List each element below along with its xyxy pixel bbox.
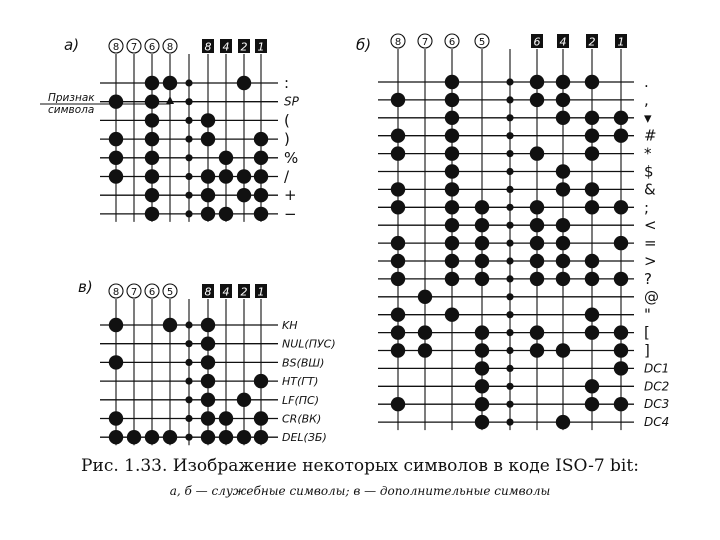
symbol-label: . bbox=[644, 73, 649, 91]
code-hole bbox=[109, 318, 123, 332]
feed-hole bbox=[185, 173, 192, 180]
channel-header-label: 8 bbox=[166, 42, 174, 53]
feed-hole bbox=[185, 378, 192, 385]
feed-hole bbox=[506, 204, 513, 211]
channel-header-label: 2 bbox=[240, 285, 248, 299]
symbol-label: # bbox=[644, 126, 657, 145]
code-hole bbox=[145, 151, 159, 165]
panel-label: а) bbox=[64, 36, 80, 54]
channel-header-label: 2 bbox=[240, 40, 248, 54]
channel-header-label: 1 bbox=[257, 285, 265, 299]
indicator-arrow-icon bbox=[166, 96, 174, 104]
code-hole bbox=[201, 318, 215, 332]
feed-hole bbox=[506, 240, 513, 247]
feed-hole bbox=[506, 168, 513, 175]
code-hole bbox=[585, 379, 599, 393]
code-hole bbox=[530, 254, 544, 268]
code-hole bbox=[391, 182, 405, 196]
symbol-label: LF(ПС) bbox=[282, 393, 319, 407]
feed-hole bbox=[506, 329, 513, 336]
code-hole bbox=[254, 132, 268, 146]
code-hole bbox=[585, 308, 599, 322]
code-hole bbox=[145, 76, 159, 90]
code-hole bbox=[219, 411, 233, 425]
code-hole bbox=[445, 200, 459, 214]
channel-header-label: 4 bbox=[222, 40, 230, 54]
code-hole bbox=[109, 411, 123, 425]
feed-hole bbox=[506, 222, 513, 229]
symbol-label: : bbox=[284, 74, 290, 92]
channel-header-label: 8 bbox=[112, 42, 120, 53]
code-hole bbox=[219, 169, 233, 183]
code-hole bbox=[391, 272, 405, 286]
code-hole bbox=[109, 355, 123, 369]
code-hole bbox=[556, 343, 570, 357]
feed-hole bbox=[185, 210, 192, 217]
code-hole bbox=[391, 343, 405, 357]
code-hole bbox=[391, 200, 405, 214]
symbol-label: ) bbox=[284, 130, 290, 149]
code-hole bbox=[475, 272, 489, 286]
feed-hole bbox=[506, 150, 513, 157]
code-hole bbox=[445, 146, 459, 160]
code-hole bbox=[530, 200, 544, 214]
code-hole bbox=[201, 207, 215, 221]
channel-header-label: 7 bbox=[130, 287, 138, 298]
code-hole bbox=[254, 207, 268, 221]
code-hole bbox=[585, 397, 599, 411]
code-hole bbox=[201, 411, 215, 425]
symbol-label: [ bbox=[644, 323, 650, 342]
code-hole bbox=[614, 361, 628, 375]
code-hole bbox=[556, 218, 570, 232]
channel-header-label: 8 bbox=[394, 37, 402, 48]
code-hole bbox=[614, 129, 628, 143]
code-hole bbox=[614, 325, 628, 339]
code-hole bbox=[585, 272, 599, 286]
code-hole bbox=[219, 151, 233, 165]
feed-hole bbox=[185, 321, 192, 328]
code-hole bbox=[201, 393, 215, 407]
code-hole bbox=[445, 111, 459, 125]
channel-header-label: 5 bbox=[166, 287, 174, 298]
symbol-label: DC2 bbox=[644, 379, 670, 394]
symbol-label: DC3 bbox=[644, 397, 670, 412]
code-hole bbox=[530, 218, 544, 232]
code-hole bbox=[391, 93, 405, 107]
code-hole bbox=[219, 430, 233, 444]
channel-header-label: 5 bbox=[478, 37, 486, 48]
figure-subcaption: а, б — служебные символы; в — дополнительные символы bbox=[169, 484, 551, 498]
channel-header-label: 6 bbox=[148, 287, 156, 298]
feed-hole bbox=[506, 186, 513, 193]
code-hole bbox=[475, 325, 489, 339]
feed-hole bbox=[185, 79, 192, 86]
code-hole bbox=[445, 272, 459, 286]
channel-header-label: 6 bbox=[148, 42, 156, 53]
code-hole bbox=[201, 113, 215, 127]
code-hole bbox=[254, 169, 268, 183]
code-hole bbox=[109, 169, 123, 183]
channel-header-label: 4 bbox=[559, 35, 567, 49]
code-hole bbox=[445, 218, 459, 232]
code-hole bbox=[556, 254, 570, 268]
feed-hole bbox=[506, 365, 513, 372]
code-hole bbox=[163, 76, 177, 90]
symbol-label: NUL(ПУС) bbox=[282, 337, 336, 351]
symbol-label: " bbox=[644, 305, 651, 324]
symbol-label: HT(ГТ) bbox=[282, 375, 319, 389]
code-hole bbox=[237, 393, 251, 407]
code-hole bbox=[109, 95, 123, 109]
code-hole bbox=[585, 75, 599, 89]
symbol-label: DC4 bbox=[644, 415, 670, 430]
code-hole bbox=[254, 411, 268, 425]
code-hole bbox=[614, 343, 628, 357]
code-hole bbox=[201, 355, 215, 369]
channel-header-label: 8 bbox=[204, 40, 212, 54]
symbol-label: ] bbox=[644, 341, 650, 360]
code-hole bbox=[475, 236, 489, 250]
feed-hole bbox=[506, 114, 513, 121]
code-hole bbox=[145, 169, 159, 183]
symbol-label: ; bbox=[644, 198, 650, 217]
code-hole bbox=[237, 188, 251, 202]
code-hole bbox=[237, 430, 251, 444]
symbol-label: > bbox=[644, 252, 657, 270]
symbol-label: DEL(ЗБ) bbox=[282, 431, 327, 445]
symbol-label: CR(ВК) bbox=[282, 412, 322, 426]
code-hole bbox=[556, 111, 570, 125]
code-hole bbox=[585, 254, 599, 268]
symbol-label: + bbox=[284, 186, 297, 205]
indicator-label-line1: Признак bbox=[48, 92, 95, 104]
code-hole bbox=[163, 430, 177, 444]
code-hole bbox=[475, 343, 489, 357]
symbol-label: ? bbox=[644, 269, 652, 288]
code-hole bbox=[391, 129, 405, 143]
feed-hole bbox=[185, 340, 192, 347]
feed-hole bbox=[185, 98, 192, 105]
code-hole bbox=[391, 254, 405, 268]
symbol-label: DC1 bbox=[644, 361, 670, 376]
code-hole bbox=[585, 325, 599, 339]
feed-hole bbox=[506, 383, 513, 390]
code-hole bbox=[445, 236, 459, 250]
code-hole bbox=[145, 207, 159, 221]
code-hole bbox=[445, 93, 459, 107]
code-hole bbox=[530, 343, 544, 357]
code-hole bbox=[145, 430, 159, 444]
code-hole bbox=[145, 113, 159, 127]
symbol-label: & bbox=[644, 180, 656, 199]
code-hole bbox=[556, 236, 570, 250]
code-hole bbox=[614, 397, 628, 411]
code-hole bbox=[445, 254, 459, 268]
code-hole bbox=[585, 146, 599, 160]
code-hole bbox=[556, 93, 570, 107]
channel-header-label: 6 bbox=[448, 37, 456, 48]
code-hole bbox=[614, 272, 628, 286]
code-hole bbox=[614, 111, 628, 125]
symbol-label: @ bbox=[644, 287, 659, 306]
code-hole bbox=[145, 188, 159, 202]
code-hole bbox=[201, 374, 215, 388]
code-hole bbox=[475, 379, 489, 393]
code-hole bbox=[530, 272, 544, 286]
code-hole bbox=[556, 75, 570, 89]
code-hole bbox=[391, 236, 405, 250]
code-hole bbox=[201, 169, 215, 183]
code-hole bbox=[585, 111, 599, 125]
symbol-label: − bbox=[284, 204, 297, 223]
symbol-label: = bbox=[644, 234, 657, 253]
code-hole bbox=[391, 397, 405, 411]
channel-header-label: 7 bbox=[421, 37, 429, 48]
code-hole bbox=[127, 430, 141, 444]
symbol-label: SP bbox=[284, 94, 299, 109]
code-hole bbox=[445, 75, 459, 89]
code-hole bbox=[391, 308, 405, 322]
channel-header-label: 6 bbox=[533, 35, 541, 49]
feed-hole bbox=[506, 419, 513, 426]
feed-hole bbox=[506, 132, 513, 139]
code-hole bbox=[445, 164, 459, 178]
symbol-label: , bbox=[644, 90, 649, 109]
code-hole bbox=[614, 200, 628, 214]
channel-header-label: 1 bbox=[257, 40, 265, 54]
code-hole bbox=[530, 236, 544, 250]
feed-hole bbox=[185, 396, 192, 403]
code-hole bbox=[391, 146, 405, 160]
code-hole bbox=[585, 182, 599, 196]
code-hole bbox=[201, 337, 215, 351]
feed-hole bbox=[506, 96, 513, 103]
code-hole bbox=[530, 75, 544, 89]
code-hole bbox=[237, 169, 251, 183]
figure-caption: Рис. 1.33. Изображение некоторых символов в коде ISO-7 bit: bbox=[81, 456, 639, 476]
code-hole bbox=[475, 397, 489, 411]
code-hole bbox=[163, 318, 177, 332]
code-hole bbox=[585, 129, 599, 143]
channel-header-label: 4 bbox=[222, 285, 230, 299]
code-hole bbox=[391, 325, 405, 339]
code-hole bbox=[445, 182, 459, 196]
feed-hole bbox=[506, 78, 513, 85]
code-hole bbox=[237, 76, 251, 90]
feed-hole bbox=[185, 359, 192, 366]
channel-header-label: 1 bbox=[617, 35, 625, 49]
symbol-label: BS(ВШ) bbox=[282, 356, 325, 370]
feed-hole bbox=[506, 257, 513, 264]
feed-hole bbox=[185, 136, 192, 143]
code-hole bbox=[418, 290, 432, 304]
code-hole bbox=[418, 325, 432, 339]
feed-hole bbox=[506, 311, 513, 318]
symbol-label: < bbox=[644, 216, 657, 235]
code-hole bbox=[530, 93, 544, 107]
code-hole bbox=[475, 415, 489, 429]
code-hole bbox=[556, 415, 570, 429]
feed-hole bbox=[506, 347, 513, 354]
code-hole bbox=[418, 343, 432, 357]
code-hole bbox=[530, 325, 544, 339]
code-hole bbox=[254, 188, 268, 202]
symbol-label: ▾ bbox=[644, 108, 652, 127]
feed-hole bbox=[185, 415, 192, 422]
feed-hole bbox=[506, 293, 513, 300]
code-hole bbox=[109, 132, 123, 146]
code-hole bbox=[145, 132, 159, 146]
feed-hole bbox=[506, 275, 513, 282]
symbol-label: ( bbox=[284, 111, 290, 130]
code-hole bbox=[109, 430, 123, 444]
code-hole bbox=[254, 151, 268, 165]
code-hole bbox=[475, 200, 489, 214]
panel-label: в) bbox=[78, 278, 93, 296]
channel-header-label: 7 bbox=[130, 42, 138, 53]
code-hole bbox=[530, 146, 544, 160]
code-hole bbox=[145, 95, 159, 109]
panel-label: б) bbox=[356, 36, 372, 54]
code-hole bbox=[109, 151, 123, 165]
code-hole bbox=[556, 272, 570, 286]
channel-header-label: 2 bbox=[588, 35, 596, 49]
feed-hole bbox=[185, 154, 192, 161]
code-hole bbox=[201, 430, 215, 444]
code-hole bbox=[445, 308, 459, 322]
symbol-label: / bbox=[284, 167, 290, 186]
code-hole bbox=[254, 374, 268, 388]
code-hole bbox=[614, 236, 628, 250]
code-hole bbox=[475, 254, 489, 268]
channel-header-label: 8 bbox=[204, 285, 212, 299]
code-hole bbox=[556, 164, 570, 178]
code-hole bbox=[475, 361, 489, 375]
symbol-label: $ bbox=[644, 162, 654, 181]
indicator-label-line2: символа bbox=[48, 104, 95, 116]
symbol-label: * bbox=[644, 144, 652, 163]
feed-hole bbox=[185, 192, 192, 199]
feed-hole bbox=[185, 434, 192, 441]
feed-hole bbox=[506, 401, 513, 408]
code-hole bbox=[201, 132, 215, 146]
feed-hole bbox=[185, 117, 192, 124]
code-hole bbox=[585, 200, 599, 214]
code-hole bbox=[445, 129, 459, 143]
code-hole bbox=[475, 218, 489, 232]
symbol-label: KH bbox=[282, 319, 298, 332]
code-hole bbox=[219, 207, 233, 221]
channel-header-label: 8 bbox=[112, 287, 120, 298]
code-hole bbox=[201, 188, 215, 202]
symbol-label: % bbox=[284, 148, 299, 167]
code-hole bbox=[254, 430, 268, 444]
code-hole bbox=[556, 182, 570, 196]
